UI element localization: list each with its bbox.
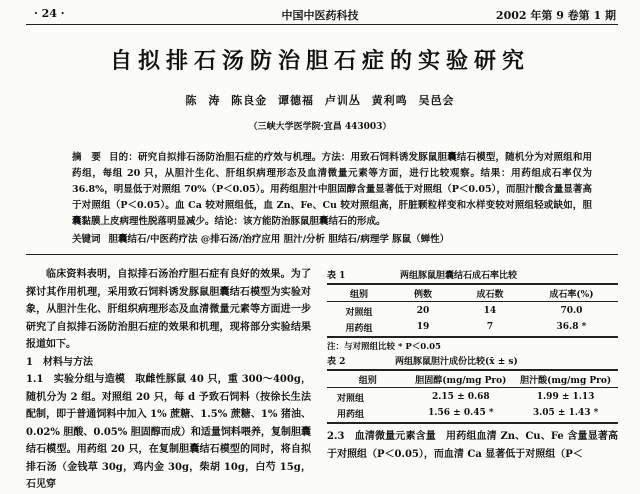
table1-title: 两组豚鼠胆囊结石成石率比较	[400, 271, 518, 281]
table-cell: 用药组	[337, 409, 365, 420]
table-cell: 20	[416, 306, 430, 316]
abstract	[72, 150, 592, 230]
keywords-label: 关键词	[72, 234, 101, 245]
table2-bottom-rule	[327, 422, 618, 424]
abstract-divider	[26, 254, 618, 255]
table-header-cell: 组别	[358, 375, 377, 386]
page-title: 自拟排石汤防治胆石症的实验研究	[109, 48, 530, 74]
table1-caption: 表 1	[327, 271, 346, 281]
table-header-cell: 胆汁酸(mg/mg Pro)	[520, 375, 612, 386]
table-header-row	[327, 371, 618, 388]
keywords	[72, 231, 592, 245]
journal-name: 中国中医药科技	[281, 9, 359, 22]
header-rule	[26, 24, 618, 25]
table1-note: 注：与对照组比较 * P＜0.05	[327, 342, 441, 352]
table1	[327, 285, 618, 335]
table-cell: 7	[486, 322, 494, 332]
table-header-cell: 胆固醇(mg/mg Pro)	[415, 375, 507, 386]
table2-title: 两组豚鼠胆汁成份比较(x̄ ± s)	[395, 357, 518, 367]
table-cell: 1.56 ± 0.45 *	[428, 408, 494, 418]
methods-paragraph: 1.1 实验分组与造模 取雌性豚鼠 40 只，重 300～400g，随机分为 2 组。对照组 20 只，每 d 予致石饲料（按徐长生法配制，即于普通饲料中加入 1% 蔗糖、1.5% 蔗糖、1% 猪油、0.02% 胆酸、0.05% 胆固醇而成）和适量饲料喂养，复制胆囊结石模型。用药组 20 只，在复制胆囊结石模型的同时，将自拟排石汤（金钱草 30g，鸡内金 30g，柴胡 10g，白芍 15g，石见穿	[26, 374, 311, 490]
table-row	[327, 319, 618, 335]
table1-bottom-rule	[327, 336, 618, 338]
table-cell: 14	[483, 306, 497, 316]
table-header-cell: 组别	[350, 289, 369, 300]
table-cell: 19	[416, 322, 430, 332]
table-header-cell: 成石率(%)	[549, 289, 594, 300]
table2-caption: 表 2	[327, 357, 346, 367]
affiliation: （三峡大学医学院·宜昌 443003）	[248, 122, 392, 132]
table-row	[327, 405, 618, 421]
table-row	[327, 303, 618, 319]
section-heading: 1 材料与方法	[26, 356, 93, 368]
table-header-cell: 成石数	[476, 289, 504, 300]
page-number: · 24 ·	[34, 7, 65, 20]
table-header-row	[327, 285, 618, 302]
section-2-3-paragraph: 2.3 血清微量元素含量 用药组血清 Zn、Cu、Fe 含量显著高于对照组（P＜0.05），而血清 Ca 显著低于对照组（P＜	[327, 431, 618, 460]
table-header-cell: 例数	[414, 289, 433, 300]
table-cell: 对照组	[345, 307, 373, 318]
issue-info: 2002 年第 9 卷第 1 期	[495, 9, 616, 22]
body-left-column	[26, 266, 311, 494]
table-cell: 3.05 ± 1.43 *	[532, 408, 599, 418]
table-cell: 2.15 ± 0.68	[432, 392, 490, 402]
table-row	[327, 389, 618, 405]
table-cell: 70.0	[560, 306, 583, 316]
table2	[327, 371, 618, 421]
intro-paragraph: 临床资料表明，自拟排石汤治疗胆石症有良好的效果。为了探讨其作用机理，采用致石饲料诱发豚鼠胆囊结石模型为实验对象，从胆汁生化、肝组织病理形态及血清微量元素等方面进一步研究了自拟排石汤防治胆石症的效果和机理，现将部分实验结果报道如下。	[26, 269, 311, 350]
table-cell: 对照组	[337, 393, 365, 404]
author-list: 陈 涛 陈良金 谭德福 卢训丛 黄利鸣 吴邑会	[185, 94, 455, 107]
table-cell: 用药组	[345, 323, 373, 334]
abstract-text: 目的：研究自拟排石汤防治胆石症的疗效与机理。方法：用致石饲料诱发豚鼠胆囊结石模型，随机分为对照组和用药组，每组 20 只，从胆汁生化、肝组织病理形态及血清微量元素等方面，进行比较观察。结果：用药组成石率仅为 36.8%，明显低于对照组 70%（P＜0.05）。用药组胆汁中胆固醇含量显著低于对照组（P＜0.05），而胆汁酸含量显著高于对照组（P＜0.05）。血 Ca 较对照组低，血 Zn、Fe、Cu 较对照组高，肝脏颗粒样变和水样变较对照组轻或缺如，胆囊黏膜上皮病理性脱落明显减少。结论：该方能防治豚鼠胆囊结石的形成。	[72, 152, 592, 227]
table-cell: 1.99 ± 1.13	[536, 392, 595, 402]
abstract-label: 摘 要	[72, 152, 101, 163]
keywords-text: 胆囊结石/中医药疗法 @排石汤/治疗应用 胆汁/分析 胆结石/病理学 豚鼠（蝉性）	[108, 234, 450, 245]
table-cell: 36.8 *	[556, 322, 587, 332]
